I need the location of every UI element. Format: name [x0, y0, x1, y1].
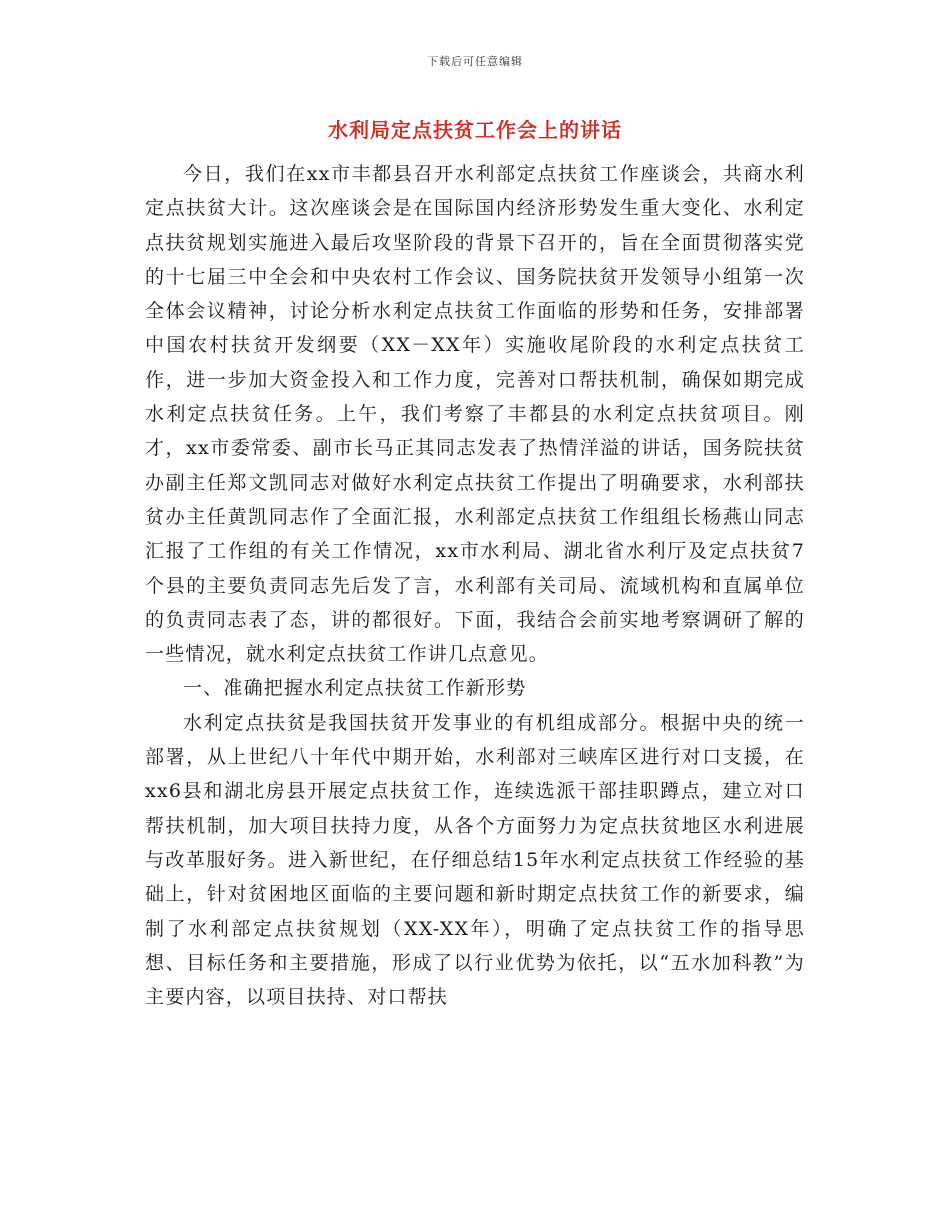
page-header-note: 下载后可任意编辑 [427, 55, 523, 68]
document-title: 水利局定点扶贫工作会上的讲话 [328, 118, 622, 142]
section-heading-1: 一、准确把握水利定点扶贫工作新形势 [183, 677, 527, 700]
paragraph-intro: 今日，我们在xx市丰都县召开水利部定点扶贫工作座谈会，共商水利定点扶贫大计。这次座谈会是在国际国内经济形势发生重大变化、水利定点扶贫规划实施进入最后攻坚阶段的背景下召开的，旨在全面贯彻落实党的十七届三中全会和中央农村工作会议、国务院扶贫开发领导小组第一次全体会议精神，讨论分析水利定点扶贫工作面临的形势和任务，安排部署中国农村扶贫开发纲要（XX－XX年）实施收尾阶段的水利定点扶贫工作，进一步加大资金投入和工作力度，完善对口帮扶机制，确保如期完成水利定点扶贫任务。上午，我们考察了丰都县的水利定点扶贫项目。刚才，xx市委常委、副市长马正其同志发表了热情洋溢的讲话，国务院扶贫办副主任郑文凯同志对做好水利定点扶贫工作提出了明确要求，水利部扶贫办主任黄凯同志作了全面汇报，水利部定点扶贫工作组组长杨燕山同志汇报了工作组的有关工作情况，xx市水利局、湖北省水利厅及定点扶贫7个县的主要负责同志先后发了言，水利部有关司局、流域机构和直属单位的负责同志表了态，讲的都很好。下面，我结合会前实地考察调研了解的一些情况，就水利定点扶贫工作讲几点意见。 [145, 163, 805, 666]
paragraph-section-1: 水利定点扶贫是我国扶贫开发事业的有机组成部分。根据中央的统一部署，从上世纪八十年代中期开始，水利部对三峡库区进行对口支援，在xx6县和湖北房县开展定点扶贫工作，连续选派干部挂职蹲点，建立对口帮扶机制，加大项目扶持力度，从各个方面努力为定点扶贫地区水利进展与改革服好务。进入新世纪，在仔细总结15年水利定点扶贫工作经验的基础上，针对贫困地区面临的主要问题和新时期定点扶贫工作的新要求，编制了水利部定点扶贫规划（XX-XX年），明确了定点扶贫工作的指导思想、目标任务和主要措施，形成了以行业优势为依托，以“五水加科教”为主要内容，以项目扶持、对口帮扶 [145, 711, 805, 1009]
document-body [145, 157, 805, 1014]
